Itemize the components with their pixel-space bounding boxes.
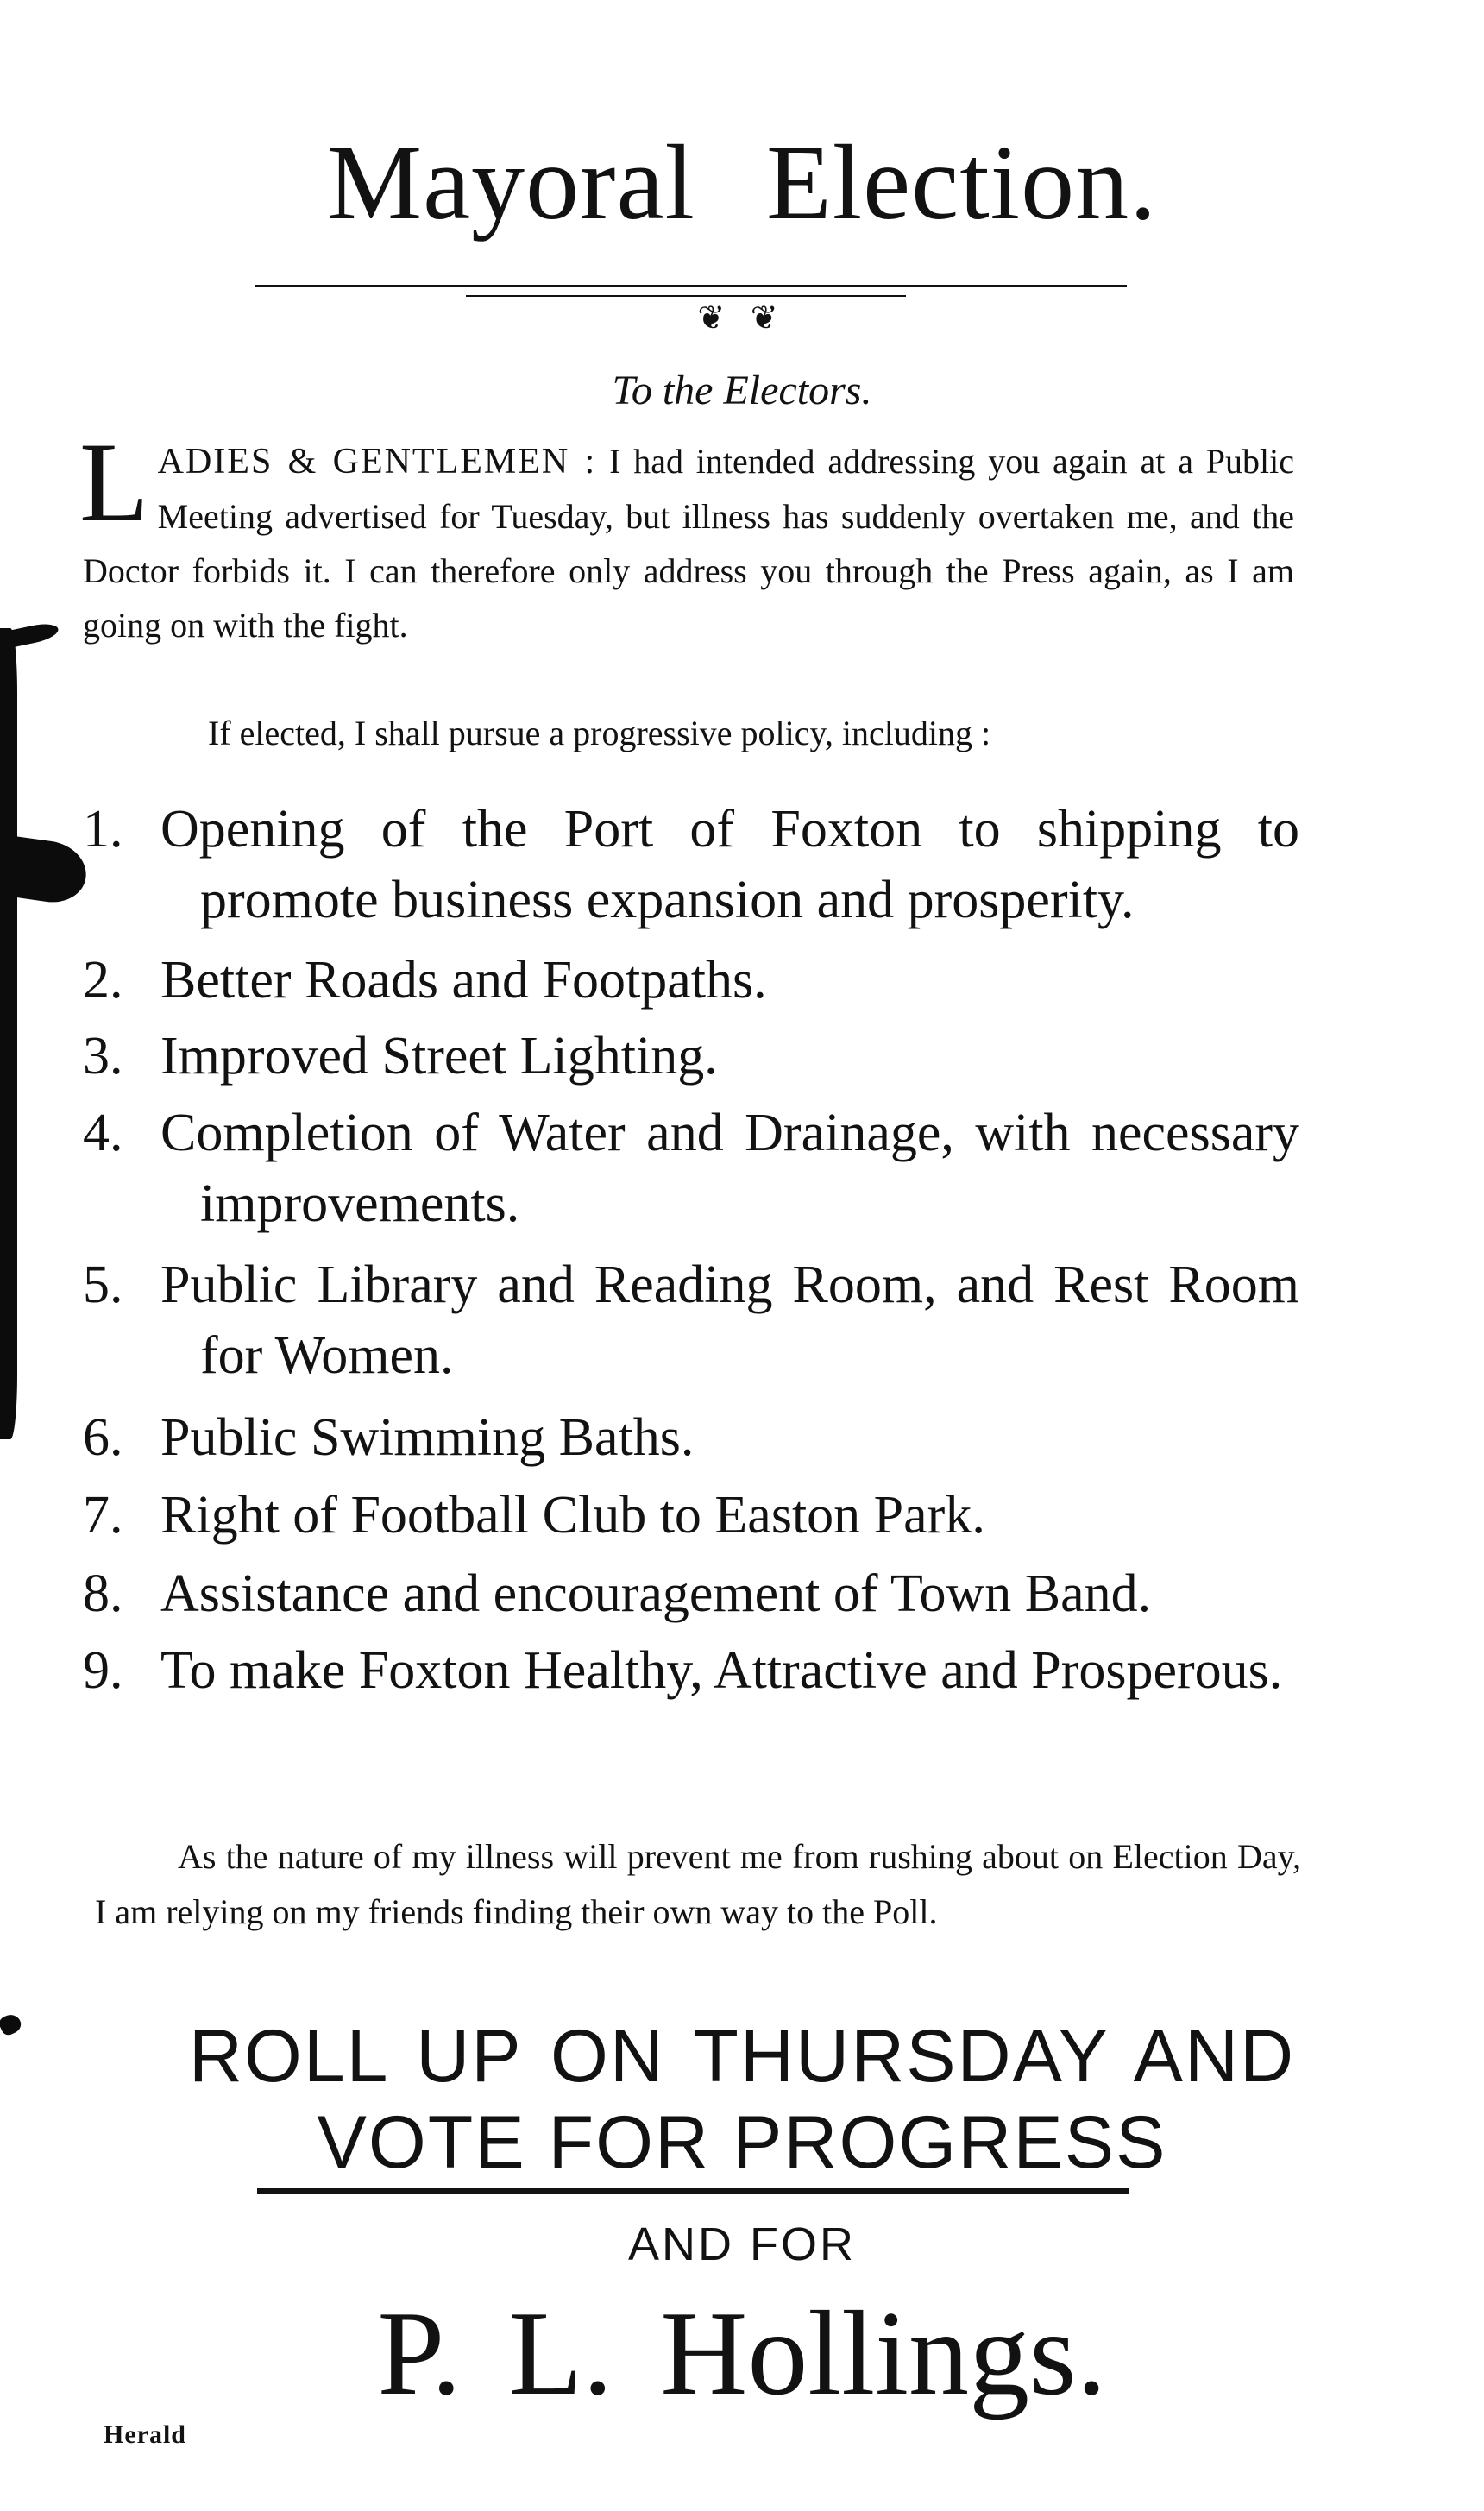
call-to-action-line-2: VOTE FOR PROGRESS bbox=[317, 2101, 1167, 2184]
printer-imprint: Herald bbox=[104, 2420, 186, 2449]
policy-number: 3. bbox=[83, 1027, 123, 1086]
policy-number: 8. bbox=[83, 1564, 123, 1623]
title-rule bbox=[255, 285, 1127, 287]
policy-number: 6. bbox=[83, 1408, 123, 1467]
fleuron-ornament-icon: ❦ ❦ bbox=[697, 300, 787, 337]
policy-text: Public Library and Reading Room, and Rest Room for Women. bbox=[160, 1256, 1299, 1385]
policy-text: Improved Street Lighting. bbox=[160, 1027, 718, 1086]
title-rule-secondary bbox=[466, 295, 906, 297]
page-title: Mayoral Election. bbox=[326, 123, 1158, 242]
intro-lead-in: ADIES & GENTLEMEN : bbox=[157, 442, 597, 481]
policy-text: Right of Football Club to Easton Park. bbox=[160, 1486, 985, 1545]
closing-paragraph: As the nature of my illness will prevent me from rushing about on Election Day, I am relying on my friends finding their own way to the Poll. bbox=[95, 1837, 1301, 1931]
policy-number: 5. bbox=[83, 1256, 123, 1314]
policy-text: Public Swimming Baths. bbox=[160, 1408, 695, 1467]
policy-number: 9. bbox=[83, 1641, 123, 1700]
policy-number: 7. bbox=[83, 1486, 123, 1545]
policy-text: To make Foxton Healthy, Attractive and Prosperous. bbox=[160, 1641, 1283, 1700]
call-to-action-line-1: ROLL UP ON THURSDAY AND bbox=[188, 2015, 1296, 2098]
policy-intro: If elected, I shall pursue a progressive policy, including : bbox=[208, 714, 991, 752]
scan-edge-artifact bbox=[0, 628, 17, 1439]
policy-number: 1. bbox=[83, 800, 123, 859]
scan-notch-artifact bbox=[8, 620, 60, 648]
scan-notch-artifact bbox=[9, 836, 91, 906]
policy-number: 4. bbox=[83, 1104, 123, 1162]
intro-paragraph bbox=[79, 418, 1294, 652]
policy-text: Opening of the Port of Foxton to shipping to promote business expansion and prosperity. bbox=[160, 800, 1299, 929]
intro-body: I had intended addressing you again at a Public Meeting advertised for Tuesday, but illness has suddenly overtaken me, and the Doctor forbids it. I can therefore only address you through the Press again, as I am going on with the fight. bbox=[83, 442, 1294, 645]
drop-cap: L bbox=[79, 418, 149, 545]
policy-text: Completion of Water and Drainage, with necessary improvements. bbox=[160, 1104, 1299, 1233]
call-to-action-line-3: AND FOR bbox=[628, 2218, 856, 2270]
policy-number: 2. bbox=[83, 951, 123, 1010]
call-to-action-underline bbox=[257, 2188, 1129, 2194]
policy-text: Assistance and encouragement of Town Band. bbox=[160, 1564, 1152, 1623]
policy-text: Better Roads and Footpaths. bbox=[160, 951, 767, 1010]
candidate-name: P. L. Hollings. bbox=[377, 2287, 1107, 2420]
salutation: To the Electors. bbox=[612, 368, 872, 413]
